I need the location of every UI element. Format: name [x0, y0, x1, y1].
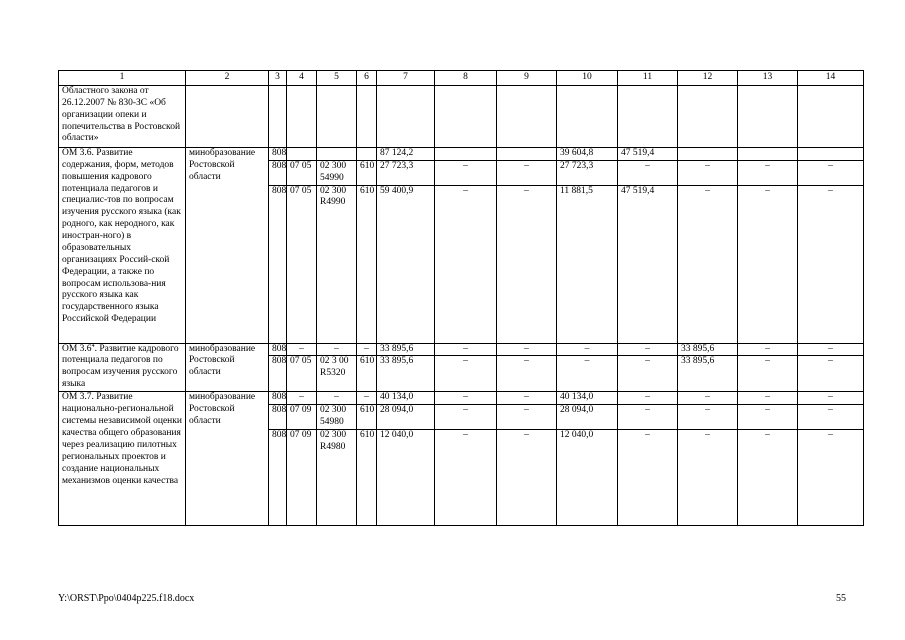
- cell-col5: –: [317, 343, 357, 356]
- empty-cell: [317, 85, 357, 147]
- cell-col4: 07 09: [287, 430, 317, 526]
- cell-col4: 07 05: [287, 160, 317, 185]
- cell-col13: [738, 147, 798, 160]
- cell-col7: 87 124,2: [377, 147, 435, 160]
- empty-cell: [497, 85, 557, 147]
- column-header: 13: [738, 71, 798, 86]
- column-header: 6: [357, 71, 377, 86]
- cell-col10: 28 094,0: [557, 405, 618, 430]
- cell-col6: 610: [357, 356, 377, 392]
- empty-cell: [738, 85, 798, 147]
- row-description: Областного закона от 26.12.2007 № 830-ЗС «Об организации опеки и попечительства в Ростовской области»: [59, 85, 186, 147]
- empty-cell: [435, 85, 497, 147]
- cell-col5: 02 300 R4980: [317, 430, 357, 526]
- column-header: 12: [678, 71, 738, 86]
- cell-col12: –: [678, 405, 738, 430]
- cell-col10: 12 040,0: [557, 430, 618, 526]
- cell-col3: 808: [269, 160, 287, 185]
- column-header: 11: [618, 71, 678, 86]
- cell-col3: 808: [269, 147, 287, 160]
- cell-col11: –: [618, 160, 678, 185]
- cell-col13: –: [738, 392, 798, 405]
- cell-col3: 808: [269, 185, 287, 343]
- empty-cell: [357, 85, 377, 147]
- cell-col12: 33 895,6: [678, 343, 738, 356]
- row-description-text: . Развитие кадрового потенциала педагогов по вопросам изучения русского языка: [62, 343, 179, 390]
- cell-col3: 808: [269, 405, 287, 430]
- cell-col10: –: [557, 343, 618, 356]
- cell-col5: 02 300 54990: [317, 160, 357, 185]
- superscript-mark: 4: [91, 342, 95, 349]
- cell-col10: 39 604,8: [557, 147, 618, 160]
- cell-col13: –: [738, 430, 798, 526]
- cell-col12: –: [678, 392, 738, 405]
- row-description-prefix: ОМ 3.6: [62, 343, 92, 354]
- cell-col7: 40 134,0: [377, 392, 435, 405]
- cell-col14: –: [798, 392, 864, 405]
- empty-cell: [678, 85, 738, 147]
- cell-col12: –: [678, 185, 738, 343]
- cell-col8: [435, 147, 497, 160]
- cell-col4: –: [287, 343, 317, 356]
- column-header: 10: [557, 71, 618, 86]
- row-description: ОМ 3.7. Развитие национально-региональной системы независимой оценки качества общего образования через реализацию пилотных региональных проектов и создание национальных механизмов оценки качества: [59, 392, 186, 526]
- cell-col4: 07 09: [287, 405, 317, 430]
- cell-col4: [287, 147, 317, 160]
- cell-col6: 610: [357, 160, 377, 185]
- cell-col9: –: [497, 405, 557, 430]
- cell-col4: 07 05: [287, 356, 317, 392]
- cell-col6: 610: [357, 405, 377, 430]
- cell-col7: 33 895,6: [377, 356, 435, 392]
- cell-col10: 27 723,3: [557, 160, 618, 185]
- cell-col10: 40 134,0: [557, 392, 618, 405]
- column-header: 1: [59, 71, 186, 86]
- cell-col14: –: [798, 405, 864, 430]
- table-row: [59, 147, 864, 160]
- executor-cell: минобразование Ростовской области: [186, 343, 269, 392]
- table-row: [59, 392, 864, 405]
- empty-cell: [377, 85, 435, 147]
- budget-table: [58, 70, 864, 526]
- row-description: ОМ 3.6. Развитие содержания, форм, методов повышения кадрового потенциала педагогов и специалис-тов по вопросам изучения русского языка (как родного, как неродного, как иностран-ного) в образовательных организациях Россий-ской Федерации, а также по вопросам использова-ния русского языка как государственного языка Российской Федерации: [59, 147, 186, 343]
- cell-col6: –: [357, 343, 377, 356]
- cell-col14: –: [798, 160, 864, 185]
- empty-cell: [269, 85, 287, 147]
- column-header: 5: [317, 71, 357, 86]
- cell-col13: –: [738, 356, 798, 392]
- cell-col12: –: [678, 430, 738, 526]
- column-header: 8: [435, 71, 497, 86]
- cell-col6: 610: [357, 185, 377, 343]
- cell-col3: 808: [269, 392, 287, 405]
- cell-col11: 47 519,4: [618, 185, 678, 343]
- cell-col9: –: [497, 160, 557, 185]
- cell-col14: –: [798, 356, 864, 392]
- cell-col3: 808: [269, 430, 287, 526]
- cell-col7: 59 400,9: [377, 185, 435, 343]
- cell-col9: –: [497, 430, 557, 526]
- cell-col14: –: [798, 185, 864, 343]
- cell-col4: 07 05: [287, 185, 317, 343]
- table-row: [59, 343, 864, 356]
- cell-col9: [497, 147, 557, 160]
- cell-col7: 27 723,3: [377, 160, 435, 185]
- empty-cell: [557, 85, 618, 147]
- cell-col5: [317, 147, 357, 160]
- executor-cell: минобразование Ростовской области: [186, 392, 269, 526]
- cell-col3: 808: [269, 343, 287, 356]
- cell-col8: –: [435, 430, 497, 526]
- page-number: 55: [836, 593, 846, 604]
- cell-col9: –: [497, 392, 557, 405]
- cell-col14: –: [798, 343, 864, 356]
- cell-col9: –: [497, 343, 557, 356]
- column-number-row: [59, 71, 864, 86]
- cell-col8: –: [435, 343, 497, 356]
- cell-col11: –: [618, 430, 678, 526]
- empty-cell: [798, 85, 864, 147]
- cell-col5: 02 300 54980: [317, 405, 357, 430]
- cell-col14: [798, 147, 864, 160]
- cell-col13: –: [738, 343, 798, 356]
- cell-col11: 47 519,4: [618, 147, 678, 160]
- executor-cell: минобразование Ростовской области: [186, 147, 269, 343]
- column-header: 7: [377, 71, 435, 86]
- row-description: [59, 343, 186, 392]
- cell-col13: –: [738, 160, 798, 185]
- column-header: 9: [497, 71, 557, 86]
- column-header: 4: [287, 71, 317, 86]
- cell-col3: 808: [269, 356, 287, 392]
- cell-col8: –: [435, 160, 497, 185]
- empty-cell: [618, 85, 678, 147]
- cell-col8: –: [435, 185, 497, 343]
- cell-col10: 11 881,5: [557, 185, 618, 343]
- cell-col5: 02 3 00 R5320: [317, 356, 357, 392]
- cell-col7: 12 040,0: [377, 430, 435, 526]
- cell-col11: –: [618, 405, 678, 430]
- cell-col14: –: [798, 430, 864, 526]
- cell-col6: –: [357, 392, 377, 405]
- column-header: 3: [269, 71, 287, 86]
- empty-cell: [186, 85, 269, 147]
- cell-col13: –: [738, 185, 798, 343]
- column-header: 2: [186, 71, 269, 86]
- cell-col8: –: [435, 405, 497, 430]
- empty-cell: [287, 85, 317, 147]
- cell-col7: 33 895,6: [377, 343, 435, 356]
- cell-col12: –: [678, 160, 738, 185]
- cell-col5: –: [317, 392, 357, 405]
- cell-col9: –: [497, 185, 557, 343]
- cell-col13: –: [738, 405, 798, 430]
- cell-col11: –: [618, 392, 678, 405]
- cell-col7: 28 094,0: [377, 405, 435, 430]
- cell-col4: –: [287, 392, 317, 405]
- cell-col11: –: [618, 356, 678, 392]
- cell-col6: 610: [357, 430, 377, 526]
- cell-col10: –: [557, 356, 618, 392]
- cell-col9: –: [497, 356, 557, 392]
- cell-col8: –: [435, 356, 497, 392]
- cell-col12: 33 895,6: [678, 356, 738, 392]
- cell-col11: –: [618, 343, 678, 356]
- cell-col6: [357, 147, 377, 160]
- cell-col5: 02 300 R4990: [317, 185, 357, 343]
- footer-file-path: Y:\ORST\Ppo\0404p225.f18.docx: [58, 593, 195, 604]
- cell-col12: [678, 147, 738, 160]
- column-header: 14: [798, 71, 864, 86]
- table-row: [59, 85, 864, 147]
- cell-col8: –: [435, 392, 497, 405]
